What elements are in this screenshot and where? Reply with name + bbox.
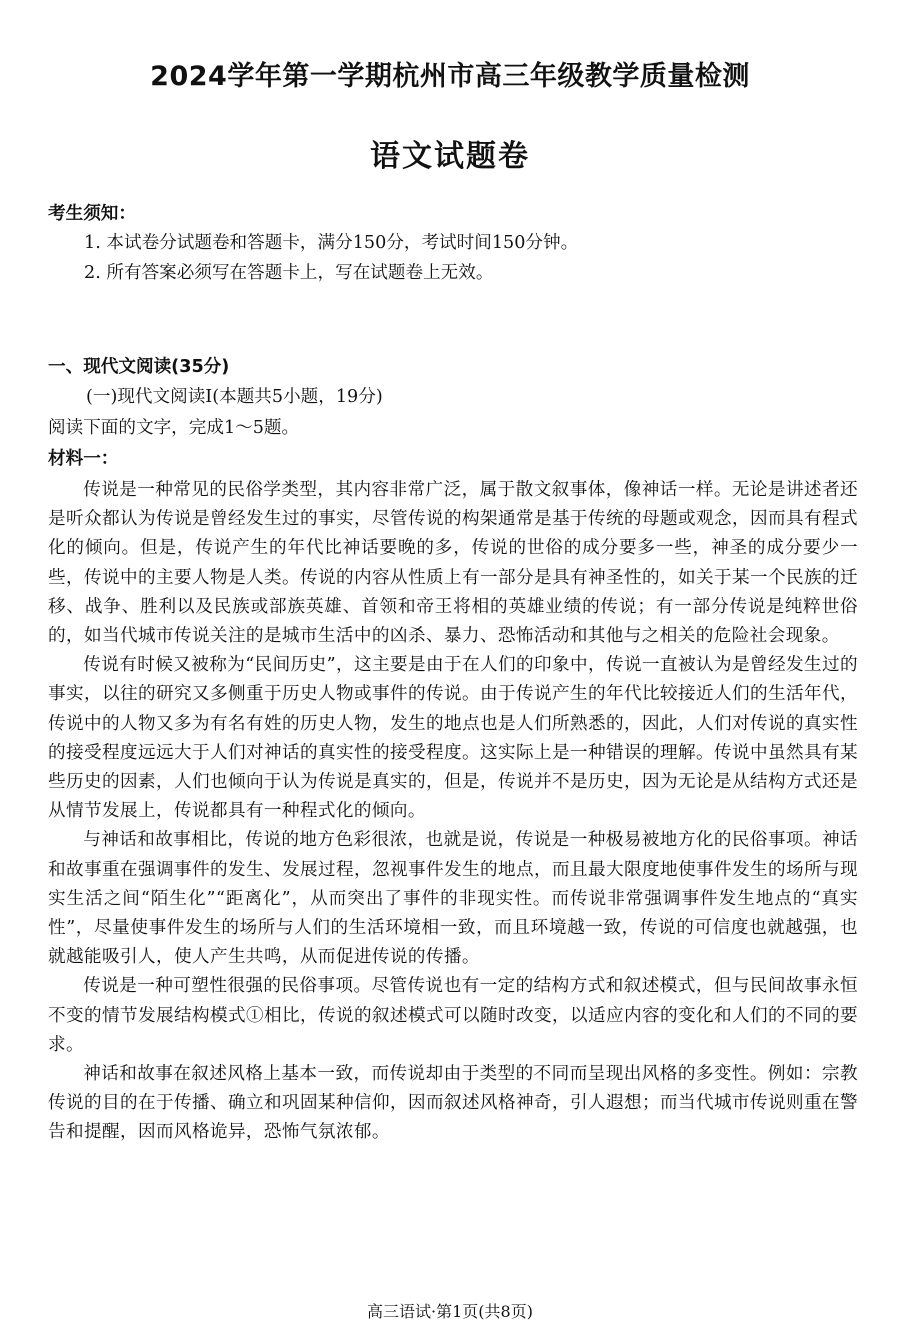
notice-item: 1. 本试卷分试题卷和答题卡，满分150分，考试时间150分钟。	[84, 233, 579, 253]
passage-paragraph: 传说有时候又被称为“民间历史”，这主要是由于在人们的印象中，传说一直被认为是曾经发生过的事实，以往的研究又多侧重于历史人物或事件的传说。由于传说产生的年代比较接近人们的生活年代，传说中的人物又多为有名有姓的历史人物，发生的地点也是人们所熟悉的，因此，人们对传说的真实性的接受程度远远大于人们对神话的真实性的接受程度。这实际上是一种错误的理解。传说中虽然具有某些历史的因素，人们也倾向于认为传说是真实的，但是，传说并不是历史，因为无论是从结构方式还是从情节发展上，传说都具有一种程式化的倾向。	[48, 655, 858, 822]
paper-title: 语文试题卷	[370, 139, 530, 174]
reading-passage	[48, 476, 858, 1148]
passage-paragraph: 神话和故事在叙述风格上基本一致，而传说却由于类型的不同而呈现出风格的多变性。例如：宗教传说的目的在于传播、确立和巩固某种信仰，因而叙述风格神奇，引人遐想；而当代城市传说则重在警告和提醒，因而风格诡异，恐怖气氛浓郁。	[48, 1064, 858, 1143]
notice-heading: 考生须知：	[48, 204, 136, 224]
passage-paragraph: 传说是一种可塑性很强的民俗事项。尽管传说也有一定的结构方式和叙述模式，但与民间故事永恒不变的情节发展结构模式①相比，传说的叙述模式可以随时改变，以适应内容的变化和人们的不同的要求。	[48, 976, 858, 1055]
page-footer: 高三语试·第1页(共8页)	[367, 1302, 533, 1321]
section-heading: 一、现代文阅读(35分)	[48, 357, 230, 377]
material-label: 材料一：	[48, 449, 119, 469]
reading-instruction: 阅读下面的文字，完成1～5题。	[48, 418, 300, 438]
notice-item: 2. 所有答案必须写在答题卡上，写在试题卷上无效。	[84, 263, 494, 283]
section-subheading: (一)现代文阅读Ⅰ(本题共5小题，19分)	[86, 387, 383, 407]
passage-paragraph: 传说是一种常见的民俗学类型，其内容非常广泛，属于散文叙事体，像神话一样。无论是讲述者还是听众都认为传说是曾经发生过的事实，尽管传说的构架通常是基于传统的母题或观念，因而具有程式化的倾向。但是，传说产生的年代比神话要晚的多，传说的世俗的成分要多一些，神圣的成分要少一些，传说中的主要人物是人类。传说的内容从性质上有一部分是具有神圣性的，如关于某一个民族的迁移、战争、胜利以及民族或部族英雄、首领和帝王将相的英雄业绩的传说；有一部分传说是纯粹世俗的，如当代城市传说关注的是城市生活中的凶杀、暴力、恐怖活动和其他与之相关的危险社会现象。	[48, 480, 858, 647]
exam-title: 2024学年第一学期杭州市高三年级教学质量检测	[150, 61, 750, 92]
passage-paragraph: 与神话和故事相比，传说的地方色彩很浓，也就是说，传说是一种极易被地方化的民俗事项。神话和故事重在强调事件的发生、发展过程，忽视事件发生的地点，而且最大限度地使事件发生的场所与现实生活之间“陌生化”“距离化”，从而突出了事件的非现实性。而传说非常强调事件发生地点的“真实性”，尽量使事件发生的场所与人们的生活环境相一致，而且环境越一致，传说的可信度也就越强，也就越能吸引人，使人产生共鸣，从而促进传说的传播。	[48, 830, 858, 968]
